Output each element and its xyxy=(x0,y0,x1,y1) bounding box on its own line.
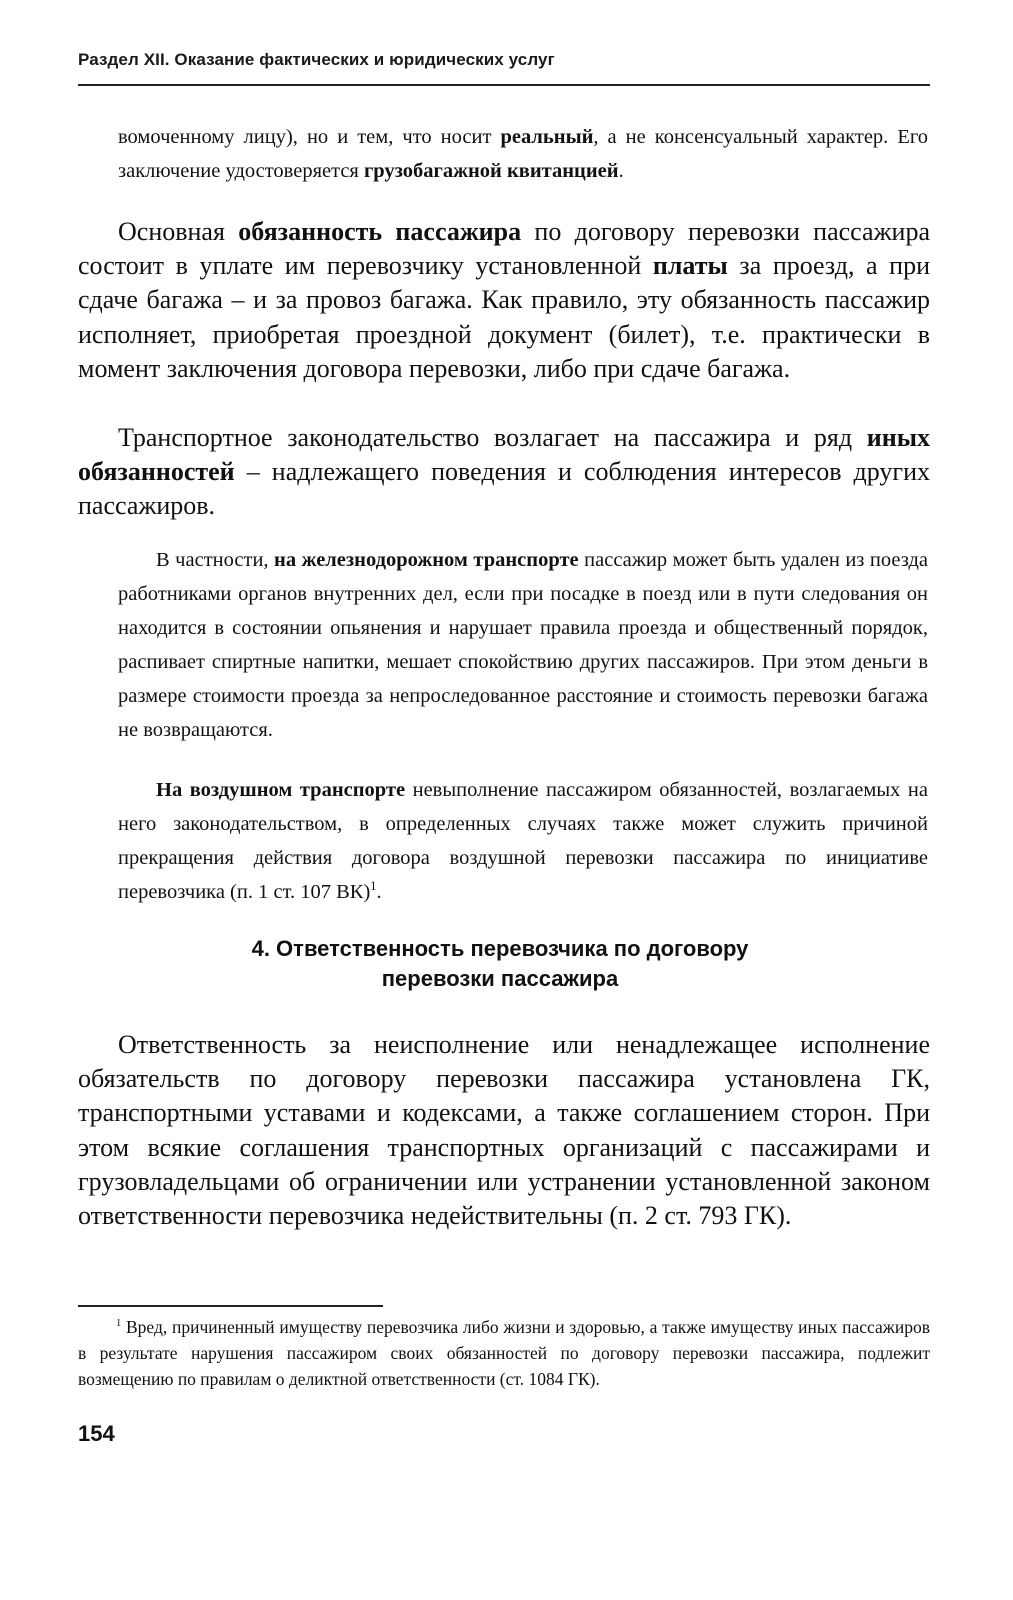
bold-term: обязанность пассажира xyxy=(238,217,522,246)
footnote-reference[interactable]: 1 xyxy=(370,879,377,894)
bold-term: на железнодорожном транспорте xyxy=(274,549,579,571)
bold-term: На воздушном транспорте xyxy=(156,779,406,801)
text-run: Основная xyxy=(118,217,239,246)
paragraph-continued xyxy=(118,120,928,188)
bold-term: иных обязанностей xyxy=(78,423,930,487)
page-number: 154 xyxy=(78,1421,115,1446)
bold-term: реальный xyxy=(500,126,594,148)
section-heading xyxy=(200,934,800,994)
paragraph-railway xyxy=(118,543,928,747)
text-run: , а не консенсуальный характер. Его заключение удостоверяется xyxy=(118,126,928,182)
section-heading-line: 4. Ответственность перевозчика по договору xyxy=(251,936,749,961)
paragraph-other-duties xyxy=(78,421,930,524)
header-rule xyxy=(78,84,930,86)
text-run: Транспортное законодательство возлагает на пассажира и ряд xyxy=(118,423,867,452)
text-run: – надлежащего поведения и соблюдения интересов других пассажиров. xyxy=(78,457,930,521)
bold-term: грузобагажной квитанцией xyxy=(363,160,619,182)
text-run: В частности, xyxy=(156,549,275,571)
paragraph-air-transport xyxy=(118,773,928,909)
footnote-text: Вред, причиненный имуществу перевозчика либо жизни и здоровью, а также имуществу иных пассажиров в результате нарушения пассажиром своих обязанностей по договору перевозки пассажира, подлежит возмещению по правилам о деликтной ответственности (ст. 1084 ГК). xyxy=(78,1317,930,1389)
text-run: . xyxy=(618,160,624,182)
footnote-rule xyxy=(78,1305,383,1307)
bold-term: платы xyxy=(652,251,728,281)
text-run: . xyxy=(376,881,382,903)
section-heading-line: перевозки пассажира xyxy=(381,966,619,991)
paragraph-liability xyxy=(78,1028,930,1233)
text-run: за проезд, а при сдаче багажа – и за провоз багажа. Как правило, эту обязанность пассажир исполняет, приобретая проездной документ (билет), т.е. практически в момент заключения договора перевозки, либо при сдаче багажа. xyxy=(78,251,930,383)
footnote-mark: 1 xyxy=(116,1318,122,1330)
text-run: пассажир может быть удален из поезда работниками органов внутренних дел, если при посадке в поезд или в пути следования он находится в состоянии опьянения и нарушает правила проезда и общественный порядок, распивает спиртные напитки, мешает спокойствию других пассажиров. При этом деньги в размере стоимости проезда за непроследованное расстояние и стоимость перевозки багажа не возвращаются. xyxy=(118,549,928,741)
text-run: по договору перевозки пассажира состоит в уплате им перевозчику установленной xyxy=(78,217,930,281)
text-run: вомоченному лицу), но и тем, что носит xyxy=(118,126,501,148)
paragraph-passenger-duty xyxy=(78,215,930,386)
text-run: Ответственность за неисполнение или ненадлежащее исполнение обязательств по договору перевозки пассажира установлена ГК, транспортными уставами и кодексами, а также соглашением сторон. При этом всякие соглашения транспортных организаций с пассажирами и грузовладельцами об ограничении или устранении установленной законом ответственности перевозчика недействительны (п. 2 ст. 793 ГК). xyxy=(78,1030,930,1231)
footnote xyxy=(78,1314,930,1392)
text-run: невыполнение пассажиром обязанностей, возлагаемых на него законодательством, в определенных случаях также может служить причиной прекращения действия договора воздушной перевозки пассажира по инициативе перевозчика (п. 1 ст. 107 ВК) xyxy=(118,779,928,903)
running-header: Раздел XII. Оказание фактических и юридических услуг xyxy=(78,50,555,69)
